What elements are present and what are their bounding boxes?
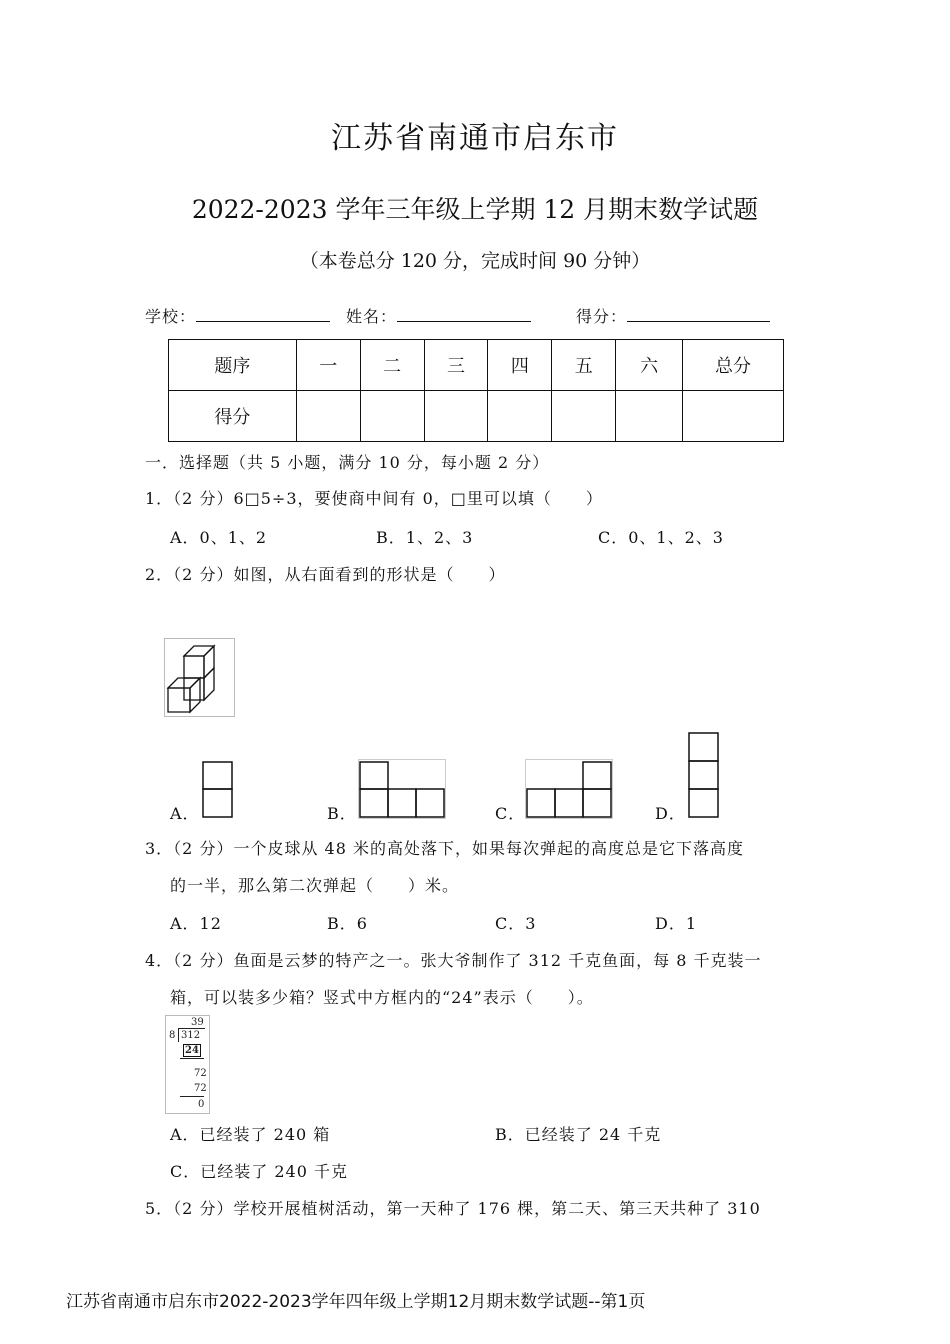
division-step-3: 72	[194, 1083, 207, 1094]
view-a-figure	[202, 761, 234, 819]
score-table	[168, 339, 784, 442]
question-3-option-c[interactable]: C．3	[495, 914, 537, 933]
score-cell[interactable]	[552, 391, 616, 442]
question-2-option-b[interactable]: B．	[327, 804, 357, 823]
score-cell[interactable]	[616, 391, 683, 442]
view-c-figure	[525, 759, 613, 819]
view-b-figure	[358, 759, 446, 819]
name-label: 姓名：	[346, 307, 398, 326]
question-3-stem-line-1: 3．（2 分）一个皮球从 48 米的高处落下，如果每次弹起的高度总是它下落高度	[145, 839, 744, 858]
long-division-figure	[165, 1015, 210, 1114]
school-label: 学校：	[145, 307, 197, 326]
table-header-cell: 五	[552, 340, 616, 391]
question-4-option-a[interactable]: A．已经装了 240 箱	[170, 1125, 331, 1144]
question-2-stem: 2．（2 分）如图，从右面看到的形状是（ ）	[145, 565, 506, 584]
table-header-cell: 题序	[169, 340, 297, 391]
division-dividend: 312	[181, 1030, 201, 1041]
page-title: 江苏省南通市启东市	[331, 121, 619, 156]
division-boxed-step: 24	[185, 1045, 199, 1056]
score-cell[interactable]	[424, 391, 488, 442]
score-cell[interactable]	[296, 391, 360, 442]
division-divisor: 8	[169, 1030, 176, 1041]
table-header-cell: 一	[296, 340, 360, 391]
question-1-option-c[interactable]: C．0、1、2、3	[598, 528, 724, 547]
page-subtitle: 2022-2023 学年三年级上学期 12 月期末数学试题	[191, 195, 759, 224]
table-header-cell: 总分	[683, 340, 784, 391]
table-header-cell: 四	[488, 340, 552, 391]
question-2-option-d[interactable]: D．	[655, 804, 686, 823]
score-cell[interactable]	[683, 391, 784, 442]
name-field	[346, 304, 531, 327]
score-label: 得分：	[576, 307, 628, 326]
question-2-option-a[interactable]: A．	[170, 804, 200, 823]
question-1-option-b[interactable]: B．1、2、3	[376, 528, 474, 547]
division-step-2: 72	[194, 1068, 207, 1079]
question-3-option-a[interactable]: A．12	[170, 914, 222, 933]
question-3-stem-line-2: 的一半，那么第二次弹起（ ）米。	[170, 876, 460, 895]
question-5-stem: 5．（2 分）学校开展植树活动，第一天种了 176 棵，第二天、第三天共种了 310	[145, 1199, 761, 1218]
score-cell[interactable]	[360, 391, 424, 442]
exam-note: （本卷总分 120 分，完成时间 90 分钟）	[299, 250, 651, 272]
view-d-figure	[688, 732, 720, 819]
question-4-option-c[interactable]: C．已经装了 240 千克	[170, 1162, 348, 1181]
table-row-label: 得分	[169, 391, 297, 442]
question-4-option-b[interactable]: B．已经装了 24 千克	[495, 1125, 662, 1144]
section-heading: 一．选择题（共 5 小题，满分 10 分，每小题 2 分）	[145, 453, 550, 472]
division-quotient: 39	[191, 1017, 204, 1028]
table-score-row	[169, 391, 784, 442]
question-3-option-d[interactable]: D．1	[655, 914, 698, 933]
table-header-cell: 三	[424, 340, 488, 391]
question-1-option-a[interactable]: A．0、1、2	[170, 528, 268, 547]
question-4-stem-line-1: 4．（2 分）鱼面是云梦的特产之一。张大爷制作了 312 千克鱼面，每 8 千克装一	[145, 951, 762, 970]
table-header-cell: 二	[360, 340, 424, 391]
school-field	[145, 304, 330, 327]
question-2-option-c[interactable]: C．	[495, 804, 526, 823]
score-field	[576, 304, 770, 327]
question-1-stem: 1．（2 分）6□5÷3，要使商中间有 0，□里可以填（ ）	[145, 489, 603, 508]
name-blank[interactable]	[397, 307, 531, 322]
table-header-row	[169, 340, 784, 391]
score-blank[interactable]	[627, 307, 770, 322]
division-remainder: 0	[198, 1099, 205, 1110]
question-4-stem-line-2: 箱，可以装多少箱？竖式中方框内的“24”表示（ ）。	[170, 988, 594, 1007]
school-blank[interactable]	[196, 307, 330, 322]
cube-stack-figure	[164, 638, 236, 718]
question-3-option-b[interactable]: B．6	[327, 914, 368, 933]
score-cell[interactable]	[488, 391, 552, 442]
table-header-cell: 六	[616, 340, 683, 391]
page-footer: 江苏省南通市启东市2022-2023学年四年级上学期12月期末数学试题--第1页	[66, 1292, 646, 1312]
